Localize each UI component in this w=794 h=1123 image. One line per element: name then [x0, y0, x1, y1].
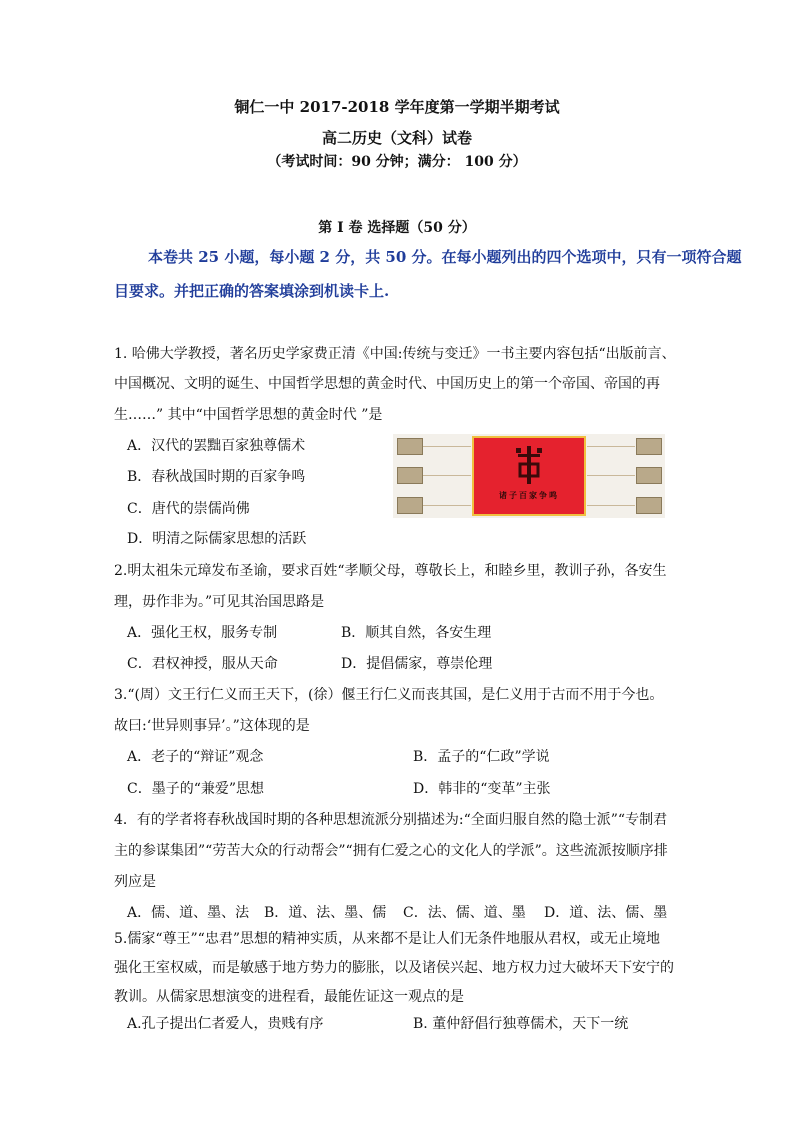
q4-option-b[interactable]: B．道、法、墨、儒 [264, 905, 387, 921]
q1-option-b[interactable]: B．春秋战国时期的百家争鸣 [127, 469, 306, 485]
q5-option-b[interactable]: B. 董仲舒倡行独尊儒术，天下一统 [413, 1016, 629, 1032]
q2-line-2: 理，毋作非为。”可见其治国思路是 [114, 594, 325, 610]
q3-option-d[interactable]: D．韩非的“变革”主张 [413, 781, 551, 797]
q1-line-2: 中国概况、文明的诞生、中国哲学思想的黄金时代、中国历史上的第一个帝国、帝国的再 [114, 376, 660, 392]
q1-option-a[interactable]: A．汉代的罢黜百家独尊儒术 [127, 438, 306, 454]
q4-option-d[interactable]: D．道、法、儒、墨 [544, 905, 668, 921]
q2-option-b[interactable]: B．顺其自然，各安生理 [341, 625, 492, 641]
q3-line-2: 故曰:‘世异则事异’。”这体现的是 [114, 718, 310, 734]
q1-option-d[interactable]: D．明清之际儒家思想的活跃 [127, 531, 307, 547]
q2-option-a[interactable]: A．强化王权，服务专制 [127, 625, 278, 641]
instructions-line-2: 目要求。并把正确的答案填涂到机读卡上. [114, 282, 390, 300]
q2-option-c[interactable]: C．君权神授，服从天命 [127, 656, 278, 672]
exam-info: （考试时间：90 分钟；满分： 100 分） [267, 154, 527, 170]
q2-line-1: 2.明太祖朱元璋发布圣谕，要求百姓“孝顺父母，尊敬长上，和睦乡里，教训子孙，各安生 [114, 563, 667, 579]
q4-option-c[interactable]: C．法、儒、道、墨 [403, 905, 526, 921]
q4-line-2: 主的参谋集团”“劳苦大众的行动帮会”“拥有仁爱之心的文化人的学派”。这些流派按顺序排 [114, 843, 668, 859]
hundred-schools-figure [393, 434, 665, 518]
subject-title: 高二历史（文科）试卷 [321, 129, 472, 147]
school-title: 铜仁一中 2017-2018 学年度第一学期半期考试 [234, 98, 560, 116]
q3-option-b[interactable]: B．孟子的“仁政”学说 [413, 749, 550, 765]
q4-option-a[interactable]: A．儒、道、墨、法 [127, 905, 250, 921]
q4-line-1: 4．有的学者将春秋战国时期的各种思想流派分别描述为:“全面归服自然的隐士派”“专制君 [114, 812, 668, 828]
q1-option-c[interactable]: C．唐代的崇儒尚佛 [127, 501, 250, 517]
instructions-line-1: 本卷共 25 小题，每小题 2 分，共 50 分。在每小题列出的四个选项中，只有一项符合题 [148, 248, 742, 266]
q1-line-1: 1. 哈佛大学教授，著名历史学家费正清《中国:传统与变迁》一书主要内容包括“出版前言、 [114, 346, 676, 362]
red-banner [472, 436, 586, 516]
q5-line-3: 教训。从儒家思想演变的进程看，最能佐证这一观点的是 [114, 989, 464, 1005]
section-title: 第 I 卷 选择题（50 分） [318, 220, 476, 236]
q4-line-3: 列应是 [114, 874, 156, 890]
q5-option-a[interactable]: A.孔子提出仁者爱人，贵贱有序 [127, 1016, 324, 1032]
q2-option-d[interactable]: D．提倡儒家，尊崇伦理 [341, 656, 493, 672]
figure-caption: 诸子百家争鸣 [499, 490, 559, 500]
q1-line-3: 生……” 其中“中国哲学思想的黄金时代 ”是 [114, 407, 383, 423]
q3-option-c[interactable]: C．墨子的“兼爱”思想 [127, 781, 265, 797]
q5-line-2: 强化王室权威，而是敏感于地方势力的膨胀，以及诸侯兴起、地方权力过大破坏天下安宁的 [114, 960, 674, 976]
calligraphy-glyph-icon [514, 446, 544, 484]
q3-option-a[interactable]: A．老子的“辩证”观念 [127, 749, 264, 765]
q5-line-1: 5.儒家“尊王”“忠君”思想的精神实质，从来都不是让人们无条件地服从君权，或无止境地 [114, 931, 660, 947]
q3-line-1: 3.“(周）文王行仁义而王天下，(徐）偃王行仁义而丧其国，是仁义用于古而不用于今也。 [114, 687, 664, 703]
